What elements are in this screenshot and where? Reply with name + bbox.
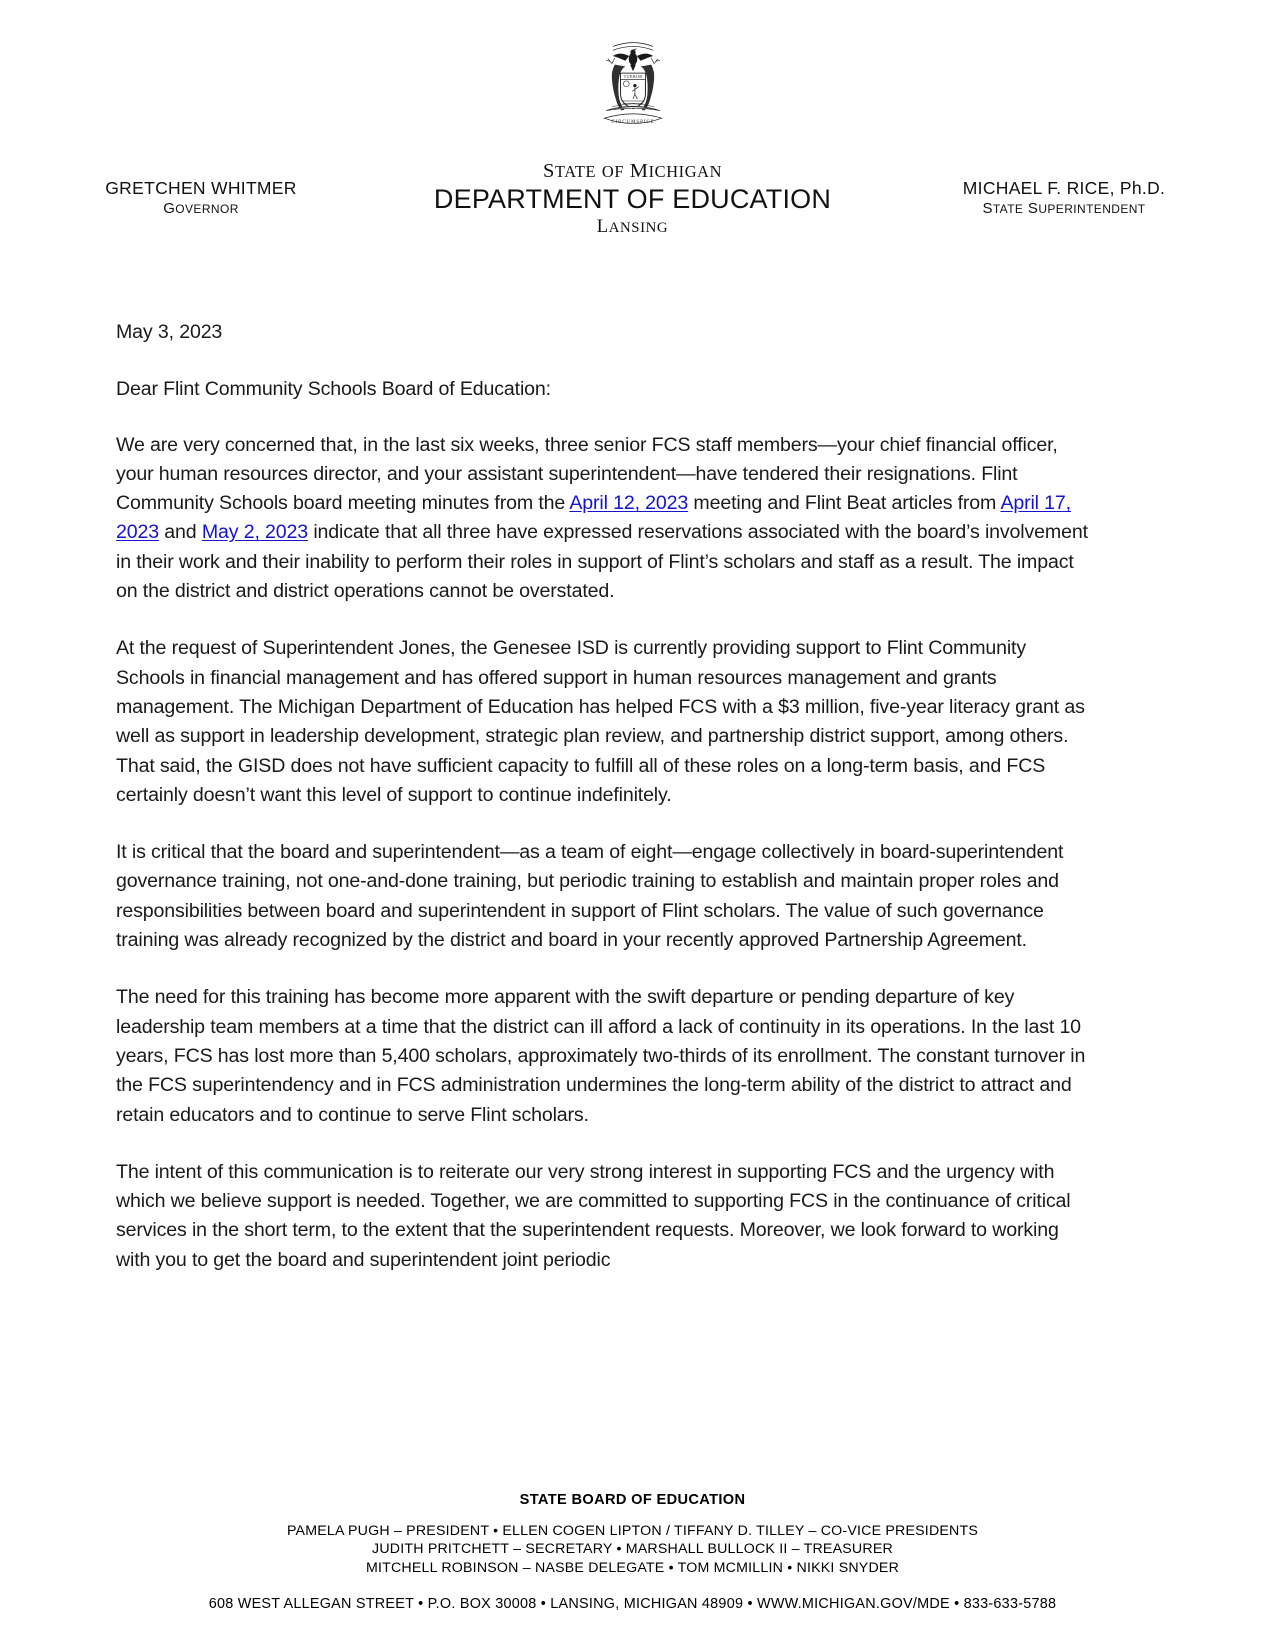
- paragraph-1-part-1: We are very concerned that, in the last six weeks, three senior FCS staff members—your chief financial officer, your human resources director, and your assistant superintendent—have tendered their resignations. Flint Community Schools board meeting minutes from the: [116, 433, 1058, 515]
- letter-paragraph-5: The intent of this communication is to reiterate our very strong interest in supporting FCS and the urgency with which we believe support is needed. Together, we are committed to supporting FCS in the continuance of critical services in the short term, to the extent that the superintendent requests. Moreover, we look forward to working with you to get the board and superintendent joint periodic: [116, 1160, 1071, 1271]
- link-may-2-2023[interactable]: May 2, 2023: [201, 521, 309, 544]
- board-members-line-2: JUDITH PRITCHETT – SECRETARY • MARSHALL BULLOCK II – TREASURER: [372, 1541, 893, 1557]
- michigan-state-seal-icon: [585, 34, 681, 144]
- superintendent-role: STATE SUPERINTENDENT: [982, 199, 1146, 217]
- board-members-line-3: MITCHELL ROBINSON – NASBE DELEGATE • TOM MCMILLIN • NIKKI SNYDER: [365, 1559, 900, 1576]
- letter-body: [116, 318, 1098, 1303]
- letter-paragraph-3: It is critical that the board and superintendent—as a team of eight—engage collectively in board-superintendent governance training, not one-and-done training, but periodic training to establish and maintain proper roles and responsibilities between board and superintendent in support of Flint scholars. The value of such governance training was already recognized by the district and board in your recently approved Partnership Agreement.: [116, 841, 1064, 952]
- letter-paragraph-1: [116, 431, 1098, 607]
- governor-role: GOVERNOR: [163, 199, 239, 217]
- letter-salutation: Dear Flint Community Schools Board of Education:: [116, 378, 551, 401]
- footer-heading: STATE BOARD OF EDUCATION: [519, 1491, 746, 1508]
- paragraph-1-part-4: indicate that all three have expressed reservations associated with the board’s involvement in their work and their inability to perform their roles in support of Flint’s scholars and staff as a result. The impact on the district and district operations cannot be overstated.: [116, 521, 1088, 603]
- letter-date: May 3, 2023: [116, 321, 223, 343]
- footer-address: 608 WEST ALLEGAN STREET • P.O. BOX 30008 • LANSING, MICHIGAN 48909 • WWW.MICHIGAN.GOV/MDE • 833-633-5788: [208, 1596, 1057, 1612]
- state-line: STATE OF MICHIGAN: [542, 160, 723, 182]
- page-footer: [0, 1492, 1265, 1613]
- paragraph-1-part-3: and: [159, 521, 202, 544]
- department-line: DEPARTMENT OF EDUCATION: [433, 183, 832, 214]
- seal-container: [0, 34, 1265, 146]
- letterhead: [0, 0, 1265, 238]
- superintendent-block: [899, 178, 1229, 217]
- governor-block: [36, 178, 366, 217]
- city-line: LANSING: [596, 216, 669, 237]
- superintendent-name: MICHAEL F. RICE, Ph.D.: [962, 178, 1166, 198]
- paragraph-1-part-2: meeting and Flint Beat articles from: [688, 492, 1001, 515]
- svg-text:CIRCUMSPICE: CIRCUMSPICE: [610, 119, 655, 125]
- board-members: [0, 1522, 1265, 1578]
- link-april-12-2023[interactable]: April 12, 2023: [569, 492, 689, 515]
- governor-name: GRETCHEN WHITMER: [105, 178, 297, 198]
- svg-text:TUEBOR: TUEBOR: [623, 74, 642, 80]
- board-members-line-1: PAMELA PUGH – PRESIDENT • ELLEN COGEN LIPTON / TIFFANY D. TILLEY – CO-VICE PRESIDENTS: [286, 1522, 979, 1539]
- letter-paragraph-4: The need for this training has become more apparent with the swift departure or pending departure of key leadership team members at a time that the district can ill afford a lack of continuity in its operations. In the last 10 years, FCS has lost more than 5,400 scholars, approximately two-thirds of its enrollment. The constant turnover in the FCS superintendency and in FCS administration undermines the long-term ability of the district to attract and retain educators and to continue to serve Flint scholars.: [116, 986, 1086, 1126]
- letter-paragraph-2: At the request of Superintendent Jones, the Genesee ISD is currently providing support to Flint Community Schools in financial management and has offered support in human resources management and grants management. The Michigan Department of Education has helped FCS with a $3 million, five-year literacy grant as well as support in leadership development, strategic plan review, and partnership district support, among others. That said, the GISD does not have sufficient capacity to fulfill all of these roles on a long-term basis, and FCS certainly doesn’t want this level of support to continue indefinitely.: [116, 637, 1085, 806]
- link-april-17-2023[interactable]: April 17, 2023: [116, 492, 1071, 544]
